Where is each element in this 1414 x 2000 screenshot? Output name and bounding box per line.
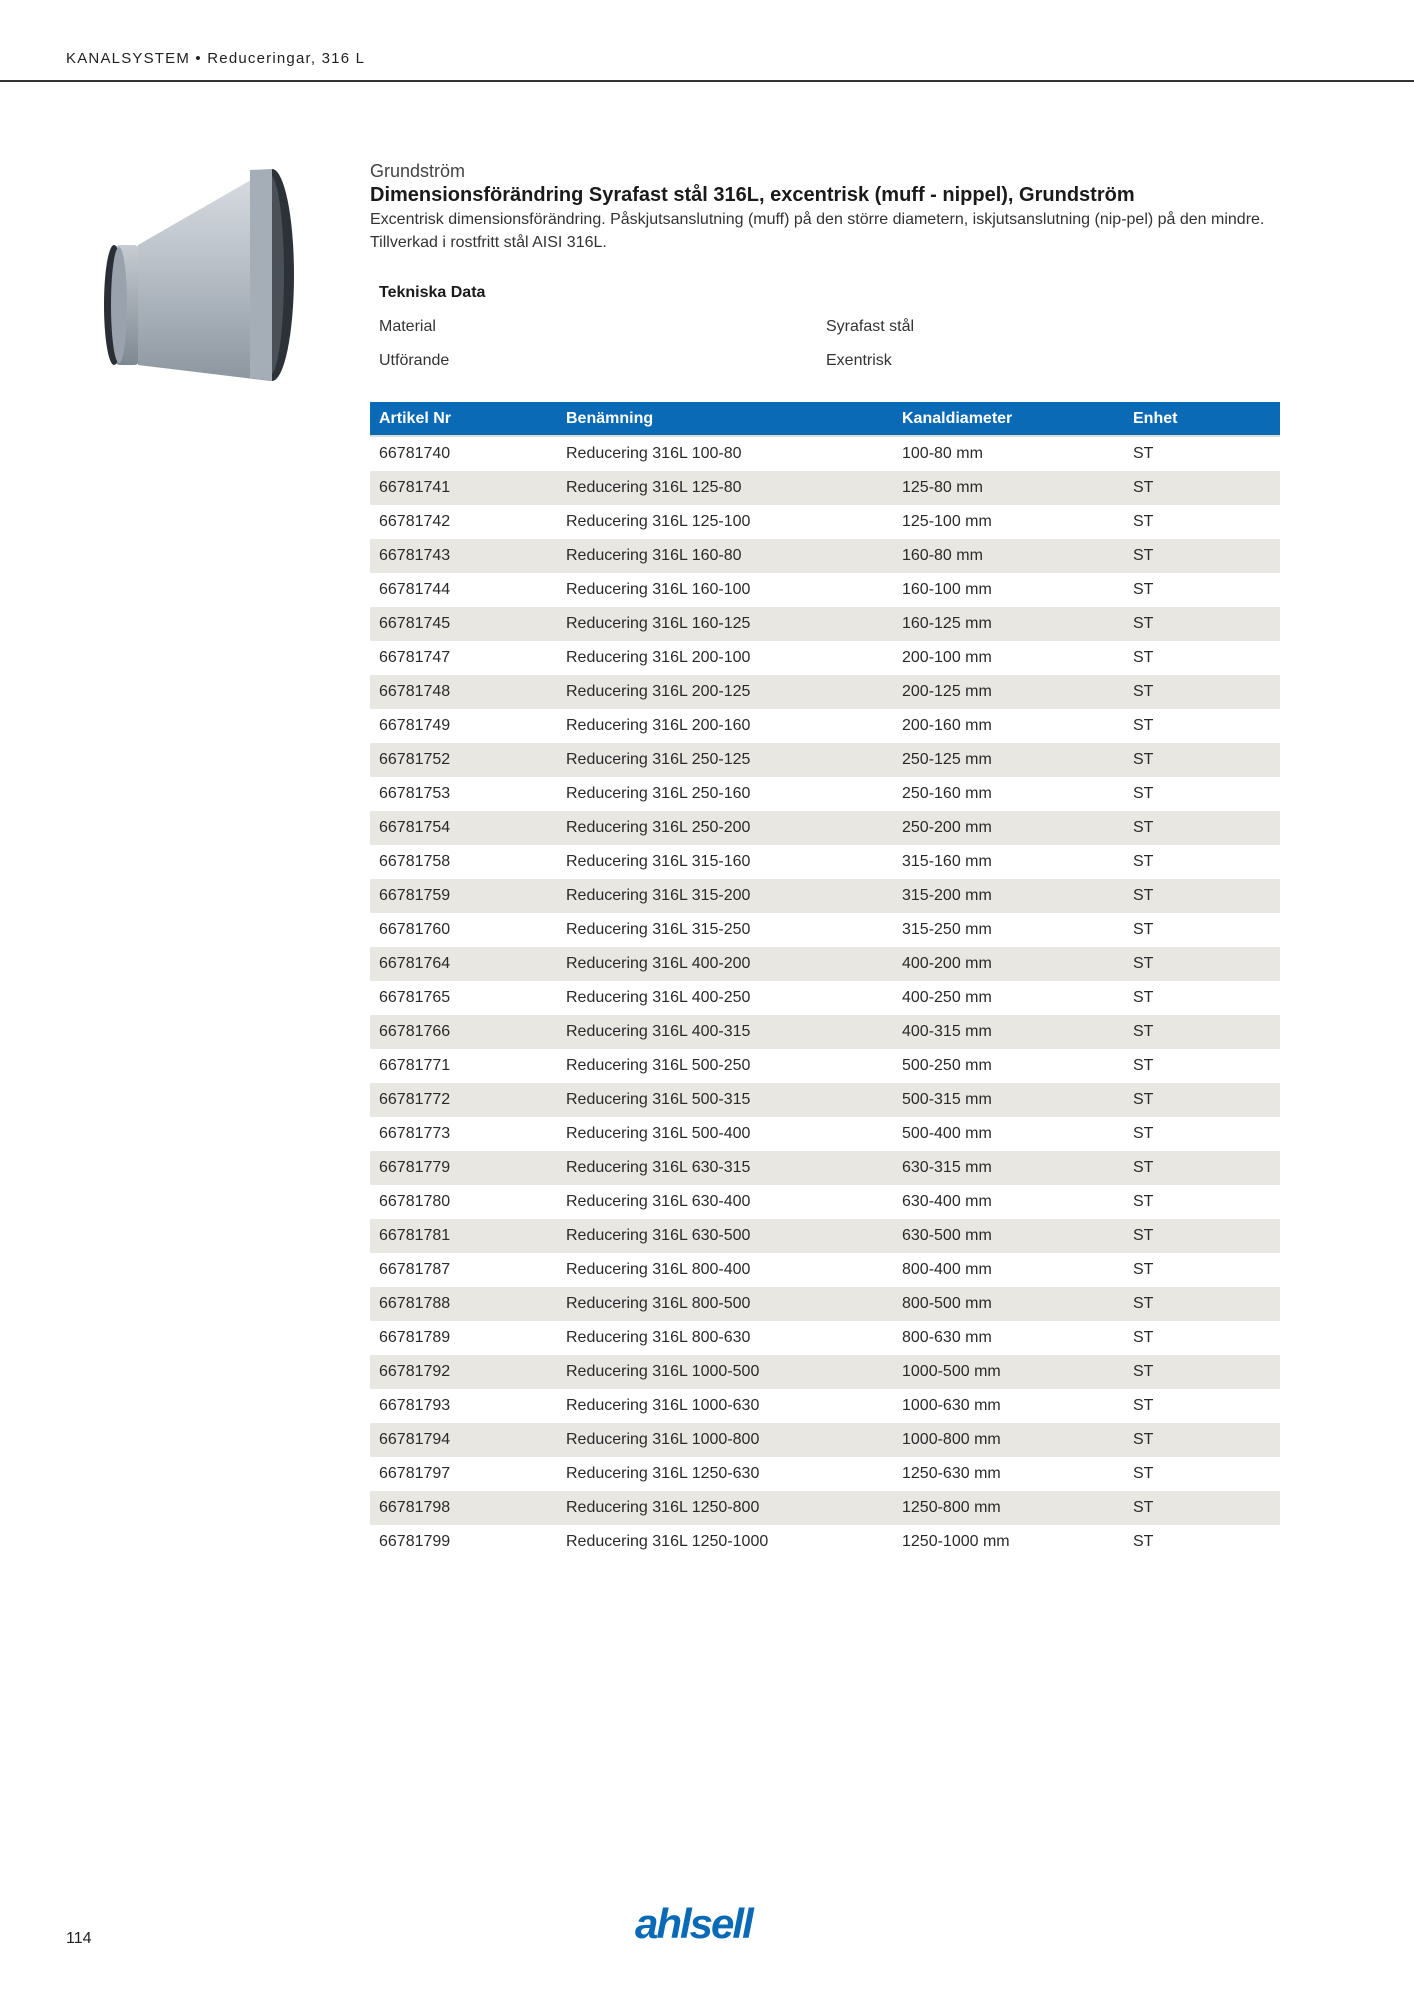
table-row [370, 471, 1280, 505]
article-number-cell: 66781779 [370, 1151, 557, 1185]
eccentric-reducer-icon [100, 165, 310, 385]
diameter-cell: 250-125 mm [893, 743, 1124, 777]
diameter-cell: 125-80 mm [893, 471, 1124, 505]
name-cell: Reducering 316L 160-100 [566, 581, 751, 598]
table-row [370, 1151, 1280, 1185]
unit-cell: ST [1124, 1355, 1280, 1389]
table-row [370, 1117, 1280, 1151]
table-row [370, 1491, 1280, 1525]
table-row [370, 641, 1280, 675]
table-row [370, 1287, 1280, 1321]
name-cell: Reducering 316L 800-630 [566, 1329, 751, 1346]
diameter-cell: 400-200 mm [893, 947, 1124, 981]
diameter-cell: 630-400 mm [902, 1193, 992, 1210]
table-row [370, 1253, 1280, 1287]
diameter-cell: 160-80 mm [893, 539, 1124, 573]
article-number-cell: 66781748 [370, 675, 557, 709]
diameter-cell: 500-315 mm [893, 1083, 1124, 1117]
column-header-unit: Enhet [1124, 402, 1280, 436]
diameter-cell: 315-250 mm [902, 921, 992, 938]
unit-cell: ST [1133, 649, 1154, 666]
name-cell: Reducering 316L 315-200 [557, 879, 893, 913]
article-number-cell: 66781747 [379, 649, 451, 666]
name-cell: Reducering 316L 160-125 [557, 607, 893, 641]
unit-cell: ST [1124, 1423, 1280, 1457]
diameter-cell: 125-100 mm [902, 513, 992, 530]
name-cell: Reducering 316L 800-500 [557, 1287, 893, 1321]
diameter-cell: 400-250 mm [902, 989, 992, 1006]
unit-cell: ST [1133, 445, 1154, 462]
table-row [370, 743, 1280, 777]
table-row [370, 675, 1280, 709]
name-cell: Reducering 316L 800-400 [566, 1261, 751, 1278]
diameter-cell: 315-200 mm [893, 879, 1124, 913]
name-cell: Reducering 316L 500-315 [557, 1083, 893, 1117]
unit-cell: ST [1124, 1151, 1280, 1185]
name-cell: Reducering 316L 630-500 [557, 1219, 893, 1253]
table-row [370, 1015, 1280, 1049]
unit-cell: ST [1124, 1491, 1280, 1525]
unit-cell: ST [1124, 743, 1280, 777]
article-number-cell: 66781771 [379, 1057, 451, 1074]
article-number-cell: 66781752 [370, 743, 557, 777]
table-row [370, 436, 1280, 471]
column-header-article: Artikel Nr [370, 402, 557, 436]
table-row [370, 913, 1280, 947]
breadcrumb: KANALSYSTEM • Reduceringar, 316 L [66, 50, 366, 67]
unit-cell: ST [1133, 1397, 1154, 1414]
table-row [370, 879, 1280, 913]
diameter-cell: 500-400 mm [902, 1125, 992, 1142]
article-number-cell: 66781741 [370, 471, 557, 505]
table-row [370, 1457, 1280, 1491]
diameter-cell: 800-400 mm [902, 1261, 992, 1278]
unit-cell: ST [1124, 1015, 1280, 1049]
diameter-cell: 500-250 mm [902, 1057, 992, 1074]
diameter-cell: 630-500 mm [893, 1219, 1124, 1253]
article-number-cell: 66781797 [379, 1465, 451, 1482]
article-number-cell: 66781787 [379, 1261, 451, 1278]
table-row [370, 539, 1280, 573]
name-cell: Reducering 316L 400-250 [566, 989, 751, 1006]
article-number-cell: 66781754 [370, 811, 557, 845]
diameter-cell: 400-315 mm [893, 1015, 1124, 1049]
article-number-cell: 66781744 [379, 581, 451, 598]
name-cell: Reducering 316L 200-160 [566, 717, 751, 734]
diameter-cell: 160-100 mm [902, 581, 992, 598]
name-cell: Reducering 316L 200-100 [566, 649, 751, 666]
table-row [370, 607, 1280, 641]
article-number-cell: 66781745 [370, 607, 557, 641]
article-number-cell: 66781743 [370, 539, 557, 573]
diameter-cell: 630-315 mm [893, 1151, 1124, 1185]
unit-cell: ST [1133, 1329, 1154, 1346]
unit-cell: ST [1133, 1057, 1154, 1074]
technical-data-key: Utförande [379, 352, 450, 369]
article-number-cell: 66781794 [370, 1423, 557, 1457]
name-cell: Reducering 316L 125-80 [557, 471, 893, 505]
table-row [370, 811, 1280, 845]
name-cell: Reducering 316L 400-315 [557, 1015, 893, 1049]
unit-cell: ST [1133, 921, 1154, 938]
article-number-cell: 66781760 [379, 921, 451, 938]
name-cell: Reducering 316L 250-125 [557, 743, 893, 777]
unit-cell: ST [1124, 1219, 1280, 1253]
name-cell: Reducering 316L 160-80 [557, 539, 893, 573]
unit-cell: ST [1133, 1533, 1154, 1550]
diameter-cell: 1000-500 mm [893, 1355, 1124, 1389]
name-cell: Reducering 316L 1250-630 [566, 1465, 760, 1482]
article-number-cell: 66781765 [379, 989, 451, 1006]
table-row [370, 777, 1280, 811]
unit-cell: ST [1124, 1287, 1280, 1321]
technical-data-row [379, 344, 1259, 378]
table-row [370, 573, 1280, 607]
column-header-diameter: Kanaldiameter [893, 402, 1124, 436]
table-header-row [370, 402, 1280, 436]
name-cell: Reducering 316L 1000-500 [557, 1355, 893, 1389]
ahlsell-logo: ahlsell [635, 1900, 752, 1947]
diameter-cell: 800-500 mm [893, 1287, 1124, 1321]
diameter-cell: 1250-630 mm [902, 1465, 1001, 1482]
technical-data [379, 276, 1259, 378]
diameter-cell: 200-125 mm [893, 675, 1124, 709]
article-number-cell: 66781758 [379, 853, 451, 870]
header-divider [0, 80, 1414, 82]
unit-cell: ST [1133, 1465, 1154, 1482]
table-row [370, 1321, 1280, 1355]
unit-cell: ST [1133, 853, 1154, 870]
name-cell: Reducering 316L 315-250 [566, 921, 751, 938]
diameter-cell: 1250-800 mm [893, 1491, 1124, 1525]
article-number-cell: 66781742 [379, 513, 451, 530]
diameter-cell: 200-100 mm [902, 649, 992, 666]
table-row [370, 1423, 1280, 1457]
table-row [370, 947, 1280, 981]
name-cell: Reducering 316L 500-250 [566, 1057, 751, 1074]
technical-data-key: Material [379, 318, 436, 335]
article-number-cell: 66781788 [370, 1287, 557, 1321]
table-row [370, 1049, 1280, 1083]
unit-cell: ST [1133, 785, 1154, 802]
name-cell: Reducering 316L 1250-1000 [566, 1533, 769, 1550]
article-number-cell: 66781773 [379, 1125, 451, 1142]
unit-cell: ST [1133, 1125, 1154, 1142]
product-table [370, 402, 1280, 1559]
table-row [370, 981, 1280, 1015]
unit-cell: ST [1124, 539, 1280, 573]
article-number-cell: 66781753 [379, 785, 451, 802]
product-info [370, 160, 1280, 378]
diameter-cell: 250-200 mm [893, 811, 1124, 845]
unit-cell: ST [1124, 675, 1280, 709]
unit-cell: ST [1133, 581, 1154, 598]
technical-data-value: Syrafast stål [826, 318, 915, 335]
technical-data-row [379, 310, 1259, 344]
name-cell: Reducering 316L 100-80 [566, 445, 742, 462]
unit-cell: ST [1133, 989, 1154, 1006]
diameter-cell: 100-80 mm [902, 445, 983, 462]
unit-cell: ST [1124, 607, 1280, 641]
article-number-cell: 66781789 [379, 1329, 451, 1346]
unit-cell: ST [1133, 513, 1154, 530]
name-cell: Reducering 316L 250-160 [566, 785, 751, 802]
table-row [370, 1355, 1280, 1389]
technical-data-value: Exentrisk [826, 352, 892, 369]
unit-cell: ST [1133, 1193, 1154, 1210]
article-number-cell: 66781792 [370, 1355, 557, 1389]
unit-cell: ST [1124, 947, 1280, 981]
unit-cell: ST [1133, 717, 1154, 734]
name-cell: Reducering 316L 250-200 [557, 811, 893, 845]
diameter-cell: 250-160 mm [902, 785, 992, 802]
table-row [370, 1083, 1280, 1117]
diameter-cell: 200-160 mm [902, 717, 992, 734]
product-title: Dimensionsförändring Syrafast stål 316L, excentrisk (muff - nippel), Grundström [370, 184, 1135, 206]
unit-cell: ST [1133, 1261, 1154, 1278]
article-number-cell: 66781740 [379, 445, 451, 462]
name-cell: Reducering 316L 500-400 [566, 1125, 751, 1142]
name-cell: Reducering 316L 125-100 [566, 513, 751, 530]
article-number-cell: 66781799 [379, 1533, 451, 1550]
name-cell: Reducering 316L 630-315 [557, 1151, 893, 1185]
column-header-name: Benämning [557, 402, 893, 436]
technical-data-heading: Tekniska Data [379, 284, 486, 301]
name-cell: Reducering 316L 200-125 [557, 675, 893, 709]
table-row [370, 505, 1280, 539]
diameter-cell: 1000-630 mm [902, 1397, 1001, 1414]
table-row [370, 1185, 1280, 1219]
diameter-cell: 1250-1000 mm [902, 1533, 1010, 1550]
article-number-cell: 66781798 [370, 1491, 557, 1525]
article-number-cell: 66781766 [370, 1015, 557, 1049]
name-cell: Reducering 316L 1000-800 [557, 1423, 893, 1457]
diameter-cell: 160-125 mm [893, 607, 1124, 641]
article-number-cell: 66781764 [370, 947, 557, 981]
table-row [370, 709, 1280, 743]
table-row [370, 1525, 1280, 1559]
unit-cell: ST [1124, 1083, 1280, 1117]
article-number-cell: 66781780 [379, 1193, 451, 1210]
article-number-cell: 66781781 [370, 1219, 557, 1253]
name-cell: Reducering 316L 1250-800 [557, 1491, 893, 1525]
article-number-cell: 66781759 [370, 879, 557, 913]
article-number-cell: 66781772 [370, 1083, 557, 1117]
table-row [370, 1219, 1280, 1253]
table-row [370, 845, 1280, 879]
diameter-cell: 315-160 mm [902, 853, 992, 870]
name-cell: Reducering 316L 400-200 [557, 947, 893, 981]
name-cell: Reducering 316L 315-160 [566, 853, 751, 870]
article-number-cell: 66781749 [379, 717, 451, 734]
article-number-cell: 66781793 [379, 1397, 451, 1414]
unit-cell: ST [1124, 879, 1280, 913]
unit-cell: ST [1124, 471, 1280, 505]
name-cell: Reducering 316L 1000-630 [566, 1397, 760, 1414]
product-description: Excentrisk dimensionsförändring. Påskjutsanslutning (muff) på den större diametern, iskjutsanslutning (nip-pel) på den mindre. Tillverkad i rostfritt stål AISI 316L. [370, 211, 1265, 251]
diameter-cell: 1000-800 mm [893, 1423, 1124, 1457]
product-brand: Grundström [370, 161, 466, 181]
table-row [370, 1389, 1280, 1423]
name-cell: Reducering 316L 630-400 [566, 1193, 751, 1210]
diameter-cell: 800-630 mm [902, 1329, 992, 1346]
page-number: 114 [66, 1930, 92, 1947]
unit-cell: ST [1124, 811, 1280, 845]
